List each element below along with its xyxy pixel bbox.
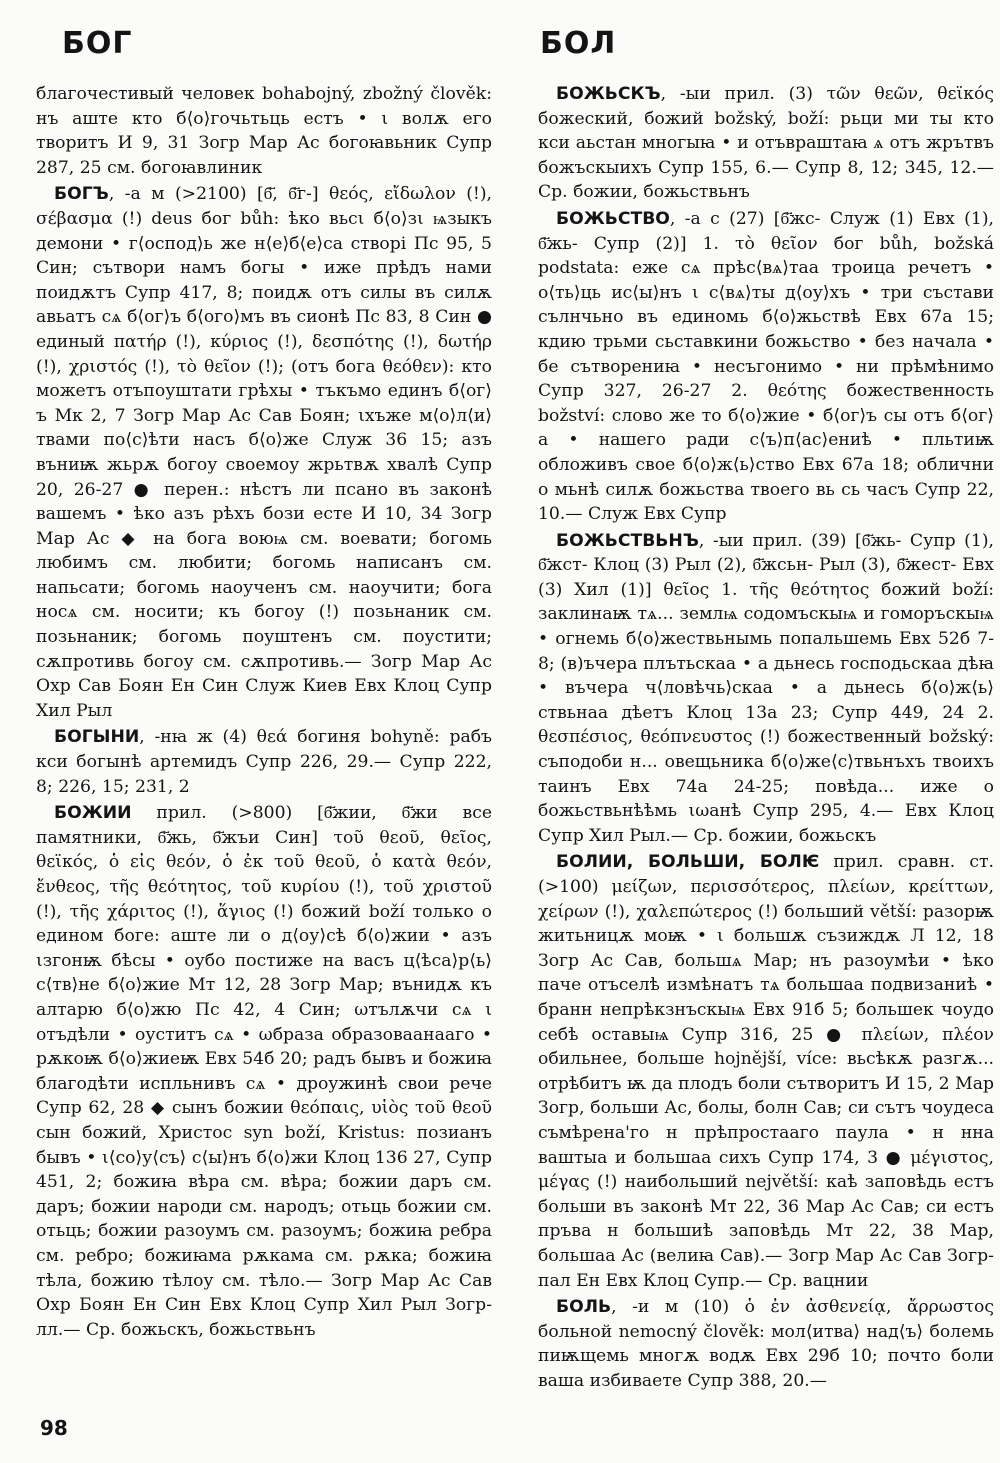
running-head-right: БОЛ: [540, 26, 617, 61]
entry-headword: БОЖИИ: [54, 803, 132, 824]
dictionary-entry: [538, 207, 994, 527]
dictionary-entry: [538, 1295, 994, 1393]
dictionary-entry: [36, 82, 492, 180]
entry-headword: БОЖЬСКЪ: [556, 84, 661, 104]
dictionary-entry: [538, 82, 994, 205]
entry-headword: БОГЪ: [54, 184, 109, 205]
entry-body: , -нꙗ ж (4) θεά богиня bohyně: рабъ кси богынѣ артемидъ Супр 226, 29.— Супр 222, 8; 226, 15; 231, 2: [36, 727, 492, 797]
entry-headword: БОЛЬ: [556, 1297, 612, 1318]
entry-body: , -а м (>2100) [б҃, б҃г-] θεός, εἴδωλον (!), σέβασμα (!) deus бог bůh: ѣко вьсι б⟨о⟩зι ѩзыкъ демони • г⟨оспод⟩ь же н⟨е⟩б⟨е⟩са створі Пс 95, 5 Син; сътвори намъ богы • иже прѣдъ нами поидѫтъ Супр 417, 8; поидѫ отъ силы въ силѫ авьатъ сѧ б⟨ог⟩ъ б⟨ого⟩мъ въ сионѣ Пс 83, 8 Син ● единый πατήρ (!), κύριος (!), δεσπότης (!), δωτήρ (!), χριστός (!), τὸ θεῖον (!); (отъ бога θεόθεν): кто можетъ отъпоуштати грѣхы • тъкъмо единъ б⟨ог⟩ъ Мк 2, 7 Зогр Мар Ас Сав Боян; ιхъже м⟨о⟩л⟨и⟩твами по⟨с⟩ѣти насъ б⟨о⟩же Служ 36 15; азъ въниѭ жьрѫ богоу своемоу жрьтвѫ хвалѣ Супр 20, 26-27 ● перен.: нѣстъ ли псано въ законѣ вашемъ • ѣко азъ рѣхъ бози есте И 10, 34 Зогр Мар Ас ◆ на бога воюѩ см. воевати; богомь любимъ см. любити; богомь написанъ см. напьсати; богомь наоученъ см. наоучити; бога носѧ см. носити; къ богоу (!) позьнаник см. позьнаник; богомь поуштенъ см. поустити; сѫпротивь богоу см. сѫпротивь.— Зогр Мар Ас Охр Сав Боян Ен Син Служ Киев Евх Клоц Супр Хил Рыл: [36, 184, 492, 721]
left-column: [36, 82, 492, 1344]
entry-body: , -и м (10) ὁ ἐν ἀσθενείᾳ, ἄρρωστος больной nemocný člověk: мол⟨итва⟩ над⟨ъ⟩ болемь пиѭщемь многѫ водѫ Евх 29б 10; почто боли ваша избиваете Супр 388, 20.—: [538, 1297, 994, 1391]
entry-body: , -ыи прил. (39) [б҃жь- Супр (1), б҃жст- Клоц (3) Рыл (2), б҃жсьн- Рыл (3), б҃жест- Евх (3) Хил (1)] θεῖος 1. τῆς θεότητος божий boží: заклинаѭ тѧ... землѩ содомъскыѩ и гоморъскыѩ • огнемь б⟨о⟩жествьнымь попальшемь Евх 52б 7-8; (в)ъчера плътьскаа • а дьнесь господьскаа дѣꙗ • въчера ч⟨ловѣчь⟩скаа • а дьнесь б⟨о⟩ж⟨ь⟩ствьнаа дѣетъ Клоц 13а 23; Супр 449, 24 2. θεσπέσιος, θεόπνευστος (!) божественный božský: съподоби н... овещьника б⟨о⟩же⟨с⟩твьнъхъ твоихъ таинъ Евх 74а 24-25; повѣда... иже о божьствьнѣѣмь ιωанѣ Супр 295, 4.— Евх Клоц Супр Хил Рыл.— Ср. божии, божьскъ: [538, 530, 994, 846]
entry-body: прил. сравн. ст. (>100) μείζων, περισσότερος, πλείων, κρείττων, χείρων (!), χαλεπώτερος (!) больший větší: разорѭ житьницѫ моѭ • ι большѫ съзиждѫ Л 12, 18 Зогр Ас Сав, большѧ Мар; нъ разоумѣи • ѣко паче отъселѣ измѣнатъ тѧ большаа подвизаниѣ • бранн непрѣкзнъскыѩ Евх 91б 5; большек чоудо себѣ оставыѩ Супр 316, 25 ● πλείων, πλέον обильнее, больше hojnější, více: вьсѣкѫ разгѫ... отрѣбитъ ѭ да плодъ боли сътворитъ И 15, 2 Мар Зогр, больши Ас, болы, болн Сав; си сътъ чоудеса съмѣрена'го н прѣпростааго паула • н нна ваштыа и большаа сихъ Супр 174, 3 ● μέγιστος, μέγας (!) наибольший největší: кaѣ заповѣдь естъ больши въ законѣ Мт 22, 36 Мар Ас Сав; си естъ пръва н большиѣ заповѣдь Мт 22, 38 Мар, большаа Ас (велиꙗ Сав).— Зогр Мар Ас Сав Зогр-пал Ен Евх Клоц Супр.— Ср. вацнии: [538, 852, 994, 1291]
page-number: 98: [40, 1416, 68, 1440]
dictionary-entry: [36, 725, 492, 799]
entry-body: , -а с (27) [б҃жс- Служ (1) Евх (1), б҃жь- Супр (2)] 1. τὸ θεῖον бог bůh, božská podstata: еже сѧ прѣс⟨вѧ⟩таа троица речетъ • о⟨ть⟩ць ис⟨ы⟩нъ ι с⟨вѧ⟩ты д⟨оу⟩хъ • три състави сълнчьно въ единомь б⟨о⟩жьствѣ Евх 67а 15; кдию трьми сьставкини божьство • без начала • бе сътворениꙗ • несъгонимо • ни прѣмѣнимо Супр 327, 26-27 2. θεότης божественность božství: слово же то б⟨о⟩жие • б⟨ог⟩ъ сы отъ б⟨ог⟩а • нашего ради с⟨ъ⟩п⟨ас⟩ениѣ • пльтиѭ обложивъ свое б⟨о⟩ж⟨ь⟩ство Евх 67а 18; облични о мьнѣ силѫ божьства твоего вь сь часъ Супр 22, 10.— Служ Евх Супр: [538, 208, 994, 525]
entry-body: благочестивый человек bohabojný, zbožný člověk: нъ аште кто б⟨о⟩гочьтьць естъ • ι волѫ его творитъ И 9, 31 Зогр Мар Ас богоꙗвьник Супр 287, 25 см. богоꙗвлиник: [36, 84, 492, 178]
dictionary-entry: [538, 850, 994, 1293]
entry-headword: БОЖЬСТВЬНЪ: [556, 530, 699, 551]
entry-body: , -ыи прил. (3) τῶν θεῶν, θεϊκός божеский, божий božský, boží: рьци ми ты кто кси аьстан многыꙗ • и отъвраштаꙗ ѧ отъ жрътвъ божъскыихъ Супр 155, 6.— Супр 8, 12; 345, 12.— Ср. божии, божьствьнъ: [538, 84, 994, 203]
entry-headword: БОЛИИ, БОЛЬШИ, БОЛѤ: [556, 852, 820, 873]
running-head-left: БОГ: [62, 26, 133, 61]
right-column: [538, 82, 994, 1395]
dictionary-entry: [36, 801, 492, 1342]
dictionary-entry: [36, 182, 492, 723]
dictionary-entry: [538, 529, 994, 849]
entry-headword: БОЖЬСТВО: [556, 208, 670, 229]
entry-headword: БОГЫНИ: [54, 727, 140, 748]
entry-body: прил. (>800) [б҃жии, б҃жи все памятники, б҃жь, б҃жъи Син] τοῦ θεοῦ, θεῖος, θεϊκός, ὁ εἰς θεόν, ὁ ἐκ τοῦ θεοῦ, ὁ κατὰ θεόν, ἔνθεος, τῆς θεότητος, τοῦ κυρίου (!), τοῦ χριστοῦ (!), τῆς χάριτος (!), ἅγιος (!) божий boží только о едином боге: аште ли о д⟨оу⟩сѣ б⟨о⟩жии • азъ ιзгонѭ бѣсы • оубо постиже на васъ ц⟨ѣса⟩р⟨ь⟩с⟨тв⟩не б⟨о⟩жие Мт 12, 28 Зогр Мар; вънидѫ къ алтарю б⟨о⟩жю Пс 42, 4 Син; ωтълѫчи сѧ ι отъдѣли • оуститъ сѧ • ωбраза образоваанааго • рѫкоѭ б⟨о⟩жиеѭ Евх 54б 20; радъ бывъ и божиꙗ благодѣти испльнивъ сѧ • дроужинѣ свои рече Супр 62, 28 ◆ сынъ божии θεόπαις, υἱὸς τοῦ θεοῦ сын божий, Христос syn boží, Kristus: позианъ бывъ • ι⟨со⟩у⟨съ⟩ с⟨ы⟩нъ б⟨о⟩жи Клоц 136 27, Супр 451, 2; божиꙗ вѣра см. вѣра; божии даръ см. даръ; божии народи см. народъ; отьць божии см. отьць; божии разоумъ см. разоумъ; божиꙗ ребра см. ребро; божиꙗма рѫкама см. рѫка; божиꙗ тѣла, божию тѣлоу см. тѣло.— Зогр Мар Ас Сав Охр Боян Ен Син Евх Клоц Супр Хил Рыл Зогр-лл.— Ср. божьскъ, божьствьнъ: [36, 803, 492, 1340]
